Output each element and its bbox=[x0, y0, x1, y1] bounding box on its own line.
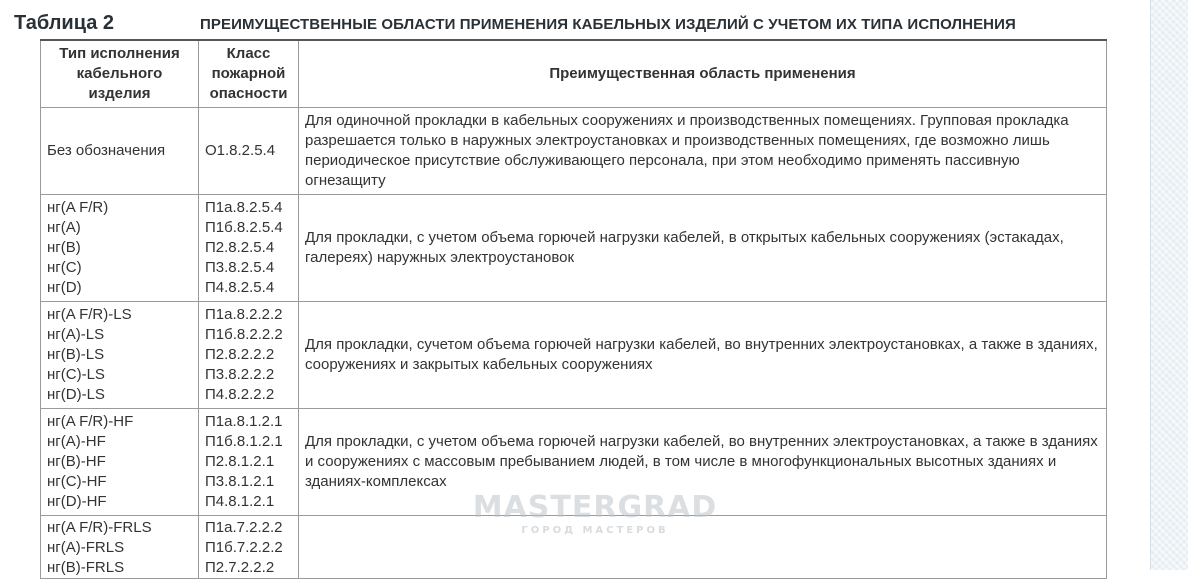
fire-class-value: П1б.8.2.5.4 bbox=[205, 218, 283, 236]
cell-cable-type bbox=[41, 301, 199, 408]
header-line: изделия bbox=[88, 84, 151, 102]
table-row bbox=[41, 301, 1107, 408]
fire-class-value: П1б.8.1.2.1 bbox=[205, 432, 283, 450]
cell-fire-class bbox=[199, 515, 299, 578]
cable-type-value: нг(C)-LS bbox=[47, 365, 105, 383]
cell-application-area: Для прокладки, с учетом объема горючей нагрузки кабелей, в открытых кабельных сооружениях (эстакадах, галереях) наружных электроустановок bbox=[299, 194, 1107, 301]
cable-type-value: нг(B)-HF bbox=[47, 452, 106, 470]
table-title: ПРЕИМУЩЕСТВЕННЫЕ ОБЛАСТИ ПРИМЕНЕНИЯ КАБЕЛЬНЫХ ИЗДЕЛИЙ С УЧЕТОМ ИХ ТИПА ИСПОЛНЕНИЯ bbox=[200, 16, 1016, 33]
header-line: Тип исполнения bbox=[59, 44, 180, 62]
cable-type-value: нг(A)-HF bbox=[47, 432, 106, 450]
header-line: пожарной bbox=[211, 64, 286, 82]
fire-class-value: О1.8.2.5.4 bbox=[205, 141, 276, 159]
fire-class-value: П4.8.2.2.2 bbox=[205, 385, 275, 403]
header-line: кабельного bbox=[76, 64, 163, 82]
fire-class-value: П4.8.2.5.4 bbox=[205, 278, 275, 296]
fire-class-value: П4.8.1.2.1 bbox=[205, 492, 275, 510]
cell-application-area: Для прокладки, с учетом объема горючей нагрузки кабелей, во внутренних электроустановках, а также в зданиях и сооружениях с массовым пребыванием людей, в том числе в многофункциональных высотных зданиях и зданиях-комплексах bbox=[299, 408, 1107, 515]
cell-fire-class bbox=[199, 107, 299, 194]
fire-class-value: П2.7.2.2.2 bbox=[205, 558, 275, 576]
cell-cable-type bbox=[41, 107, 199, 194]
cable-type-value: нг(C)-HF bbox=[47, 472, 107, 490]
fire-class-value: П2.8.1.2.1 bbox=[205, 452, 275, 470]
cell-cable-type bbox=[41, 194, 199, 301]
fire-class-value: П1б.8.2.2.2 bbox=[205, 325, 283, 343]
cable-type-value: нг(D)-HF bbox=[47, 492, 107, 510]
watermark-sub-text: ГОРОД МАСТЕРОВ bbox=[521, 525, 669, 536]
cable-type-value: нг(C) bbox=[47, 258, 82, 276]
cell-fire-class bbox=[199, 194, 299, 301]
cable-type-value: нг(B)-FRLS bbox=[47, 558, 125, 576]
fire-class-value: П1а.8.2.5.4 bbox=[205, 198, 283, 216]
cell-cable-type bbox=[41, 408, 199, 515]
fire-class-value: П2.8.2.5.4 bbox=[205, 238, 275, 256]
fire-class-value: П3.8.1.2.1 bbox=[205, 472, 275, 490]
fire-class-value: П2.8.2.2.2 bbox=[205, 345, 275, 363]
table-row bbox=[41, 194, 1107, 301]
cell-application-area: Для одиночной прокладки в кабельных сооружениях и производственных помещениях. Групповая прокладка разрешается только в наружных электроустановках и производственных помещениях, где возможно лишь периодическое присутствие обслуживающего персонала, при этом необходимо применять пассивную огнезащиту bbox=[299, 107, 1107, 194]
header-application-area bbox=[299, 40, 1107, 107]
cable-application-table bbox=[40, 39, 1107, 579]
fire-class-value: П1а.8.1.2.1 bbox=[205, 412, 283, 430]
cell-fire-class bbox=[199, 408, 299, 515]
watermark-main-text: MASTERGRAD bbox=[472, 490, 718, 525]
cell-fire-class bbox=[199, 301, 299, 408]
page-background-strip bbox=[1150, 0, 1188, 570]
table-caption bbox=[14, 12, 1144, 38]
table-row bbox=[41, 408, 1107, 515]
table-row bbox=[41, 515, 1107, 578]
table-header-row bbox=[41, 40, 1107, 107]
cell-application-area: Для прокладки, сучетом объема горючей нагрузки кабелей, во внутренних электроустановках, а также в зданиях, сооружениях и закрытых кабельных сооружениях bbox=[299, 301, 1107, 408]
header-fire-class bbox=[199, 40, 299, 107]
cell-cable-type bbox=[41, 515, 199, 578]
cable-type-value: нг(B)-LS bbox=[47, 345, 105, 363]
header-line: Класс bbox=[226, 44, 271, 62]
cable-type-value: нг(B) bbox=[47, 238, 81, 256]
cable-type-value: Без обозначения bbox=[47, 141, 166, 159]
cable-type-value: нг(A F/R)-HF bbox=[47, 412, 134, 430]
header-line: опасности bbox=[209, 84, 288, 102]
fire-class-value: П3.8.2.5.4 bbox=[205, 258, 275, 276]
cable-type-value: нг(A)-FRLS bbox=[47, 538, 125, 556]
cable-type-value: нг(A)-LS bbox=[47, 325, 105, 343]
cable-type-value: нг(A) bbox=[47, 218, 81, 236]
fire-class-value: П1а.7.2.2.2 bbox=[205, 518, 283, 536]
cell-application-area bbox=[299, 515, 1107, 578]
cable-type-value: нг(D)-LS bbox=[47, 385, 105, 403]
header-cable-type bbox=[41, 40, 199, 107]
cable-type-value: нг(A F/R)-LS bbox=[47, 305, 132, 323]
cable-type-value: нг(D) bbox=[47, 278, 82, 296]
fire-class-value: П1б.7.2.2.2 bbox=[205, 538, 283, 556]
fire-class-value: П3.8.2.2.2 bbox=[205, 365, 275, 383]
table-number: Таблица 2 bbox=[14, 12, 115, 34]
header-line: Преимущественная область применения bbox=[549, 64, 856, 82]
table-row bbox=[41, 107, 1107, 194]
fire-class-value: П1а.8.2.2.2 bbox=[205, 305, 283, 323]
cable-type-value: нг(A F/R)-FRLS bbox=[47, 518, 152, 536]
cable-type-value: нг(A F/R) bbox=[47, 198, 109, 216]
